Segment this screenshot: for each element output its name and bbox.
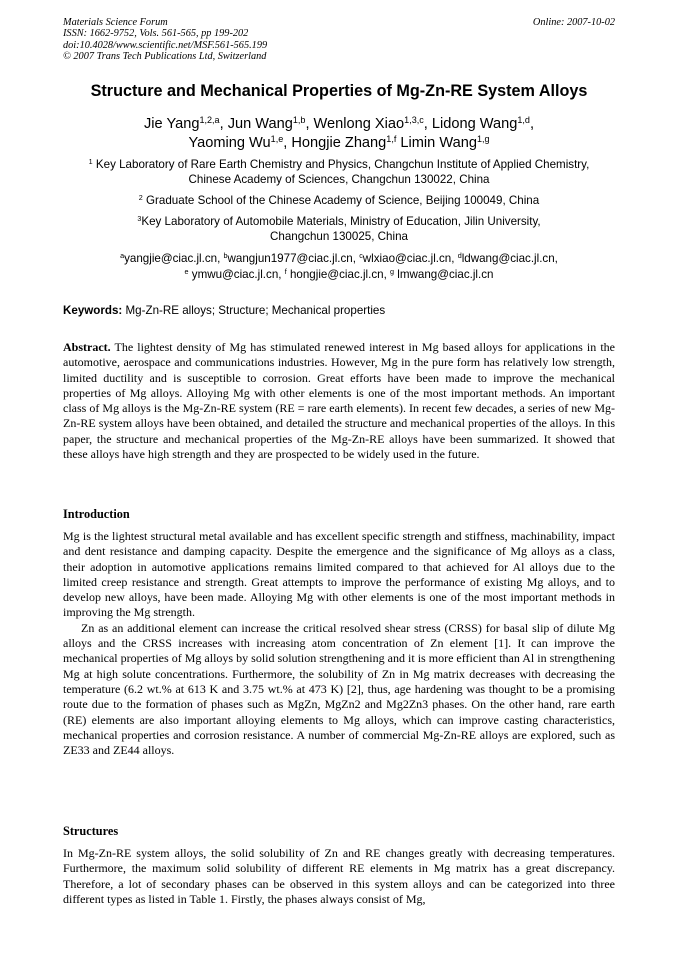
abstract-text: The lightest density of Mg has stimulated renewed interest in Mg based alloys for applications in the automotive, aerospace and communications industries. However, Mg in the pure form has relatively low strength, limited ductility and is susceptible to corrosion. Great efforts have been made to improve the mechanical properties of Mg alloys. Alloying Mg with other elements is one of the most important methods. An important class of Mg alloys is the Mg-Zn-RE system (RE = rare earth elements). In recent few decades, a series of new Mg-Zn-RE system alloys have been obtained, and detailed the structure and mechanical properties of the alloys. In this paper, the structure and mechanical properties of the Mg-Zn-RE alloys have been summarized. It showed that these alloys have high strength and they are prospected to be widely used in the future.	[63, 340, 615, 462]
email-sup: b	[223, 251, 228, 261]
online-date: Online: 2007-10-02	[532, 17, 615, 28]
affiliation-sup: 2	[138, 193, 143, 203]
author-sup: 1,g	[476, 134, 490, 145]
keywords-text: Mg-Zn-RE alloys; Structure; Mechanical properties	[125, 304, 386, 317]
email-link[interactable]: ldwang@ciac.jl.cn,	[461, 252, 558, 265]
author-name: Yaoming Wu	[188, 135, 271, 151]
email-sup: g	[390, 267, 395, 277]
affiliation-text: Key Laboratory of Rare Earth Chemistry and Physics, Changchun Institute of Applied Chemistry,	[95, 158, 590, 171]
email-link[interactable]: wlxiao@ciac.jl.cn,	[362, 252, 455, 265]
introduction-heading: Introduction	[63, 507, 130, 521]
keywords-label: Keywords:	[63, 304, 123, 317]
author-sup: 1,3,c	[404, 115, 424, 126]
affiliation-text: Graduate School of the Chinese Academy of Science, Beijing 100049, China	[146, 194, 540, 207]
email-link[interactable]: ymwu@ciac.jl.cn,	[191, 268, 282, 281]
issn-line: ISSN: 1662-9752, Vols. 561-565, pp 199-202	[63, 28, 249, 40]
affiliation-text: Chinese Academy of Sciences, Changchun 130022, China	[188, 173, 490, 187]
journal-name: Materials Science Forum	[63, 17, 168, 28]
email-link[interactable]: wangjun1977@ciac.jl.cn,	[227, 252, 356, 265]
author-name: Lidong Wang	[431, 116, 518, 132]
introduction-body	[63, 529, 615, 758]
doi-line: doi:10.4028/www.scientific.net/MSF.561-565.199	[63, 39, 268, 51]
affiliation-1	[40, 157, 638, 188]
author-sup: 1,e	[270, 134, 284, 145]
author-name: Limin Wang	[400, 135, 477, 151]
affiliation-3	[40, 214, 638, 245]
affiliation-sup: 3	[137, 214, 142, 224]
author-line-1: Jie Yang$^{1,2,a}$, Jun Wang$^{1,b}$, Wenlong Xiao$^{1,3,c}$, Lidong Wang$^{1,d}$,	[144, 115, 534, 132]
email-sup: a	[120, 251, 125, 261]
author-line-2: Yaoming Wu$^{1,e}$, Hongjie Zhang$^{1,f}$ Limin Wang$^{1,g}$	[188, 134, 490, 151]
structures-body	[63, 846, 615, 907]
email-sup: c	[359, 251, 363, 261]
author-sup: 1,d	[517, 115, 530, 126]
author-sup: 1,f	[386, 134, 397, 145]
abstract	[63, 340, 615, 462]
email-list	[40, 251, 638, 283]
author-sup: 1,b	[292, 115, 306, 126]
author-name: Wenlong Xiao	[313, 116, 405, 132]
paragraph: Zn as an additional element can increase the critical resolved shear stress (CRSS) for basal slip of dilute Mg alloys and the CRSS increases with increasing atom concentration of Zn element [1]. It can improve the mechanical properties of Mg alloys by solid solution strengthening and it is more efficient than Al in strengthening Mg at high solute concentrations. Furthermore, the solubility of Zn in Mg matrix decreases with decreasing the temperature (6.2 wt.% at 613 K and 3.75 wt.% at 473 K) [2], thus, age hardening was thought to be a promising route due to the formation of phases such as MgZn, MgZn2 and Mg2Zn3 phases. On the other hand, rare earth (RE) elements are also important alloying elements to Mg alloys, which can improve casting characteristics, mechanical properties and corrosion resistance. A number of commercial Mg-Zn-RE alloys are explored, such as ZE33 and ZE44 alloys.	[63, 620, 615, 758]
journal-header	[63, 17, 615, 62]
structures-heading: Structures	[63, 824, 119, 838]
email-sup: e	[184, 267, 189, 277]
abstract-label: Abstract.	[63, 340, 111, 354]
email-link[interactable]: hongjie@ciac.jl.cn,	[289, 268, 387, 281]
email-sup: d	[457, 251, 462, 261]
affiliation-text: Changchun 130025, China	[270, 230, 408, 244]
author-sup: 1,2,a	[199, 115, 220, 126]
copyright-line: © 2007 Trans Tech Publications Ltd, Switzerland	[63, 50, 267, 62]
author-name: Jie Yang	[144, 116, 200, 132]
author-name: Hongjie Zhang	[291, 135, 387, 151]
paper-title: Structure and Mechanical Properties of Mg-Zn-RE System Alloys	[90, 82, 588, 100]
paragraph: In Mg-Zn-RE system alloys, the solid solubility of Zn and RE changes greatly with decreasing temperatures. Furthermore, the maximum solid solubility of different RE elements in Mg matrix has a great discrepancy. Therefore, a lot of secondary phases can be observed in this system alloys and can be categorized into three different types as listed in Table 1. Firstly, the phases always consist of Mg,	[63, 846, 615, 906]
keywords	[63, 303, 615, 318]
email-link[interactable]: yangjie@ciac.jl.cn,	[124, 252, 221, 265]
paragraph: Mg is the lightest structural metal available and has excellent specific strength and stiffness, machinability, impact and dent resistance and damping capacity. Despite the emergence and the significance of Mg alloys as a class, their adoption in automotive applications remains limited compared to that achieved for Al alloys due to the limited creep resistance and strength. Great attempts to improve the performance of existing Mg alloys, and to develop new alloys, have been made. Alloying Mg with other elements is one of the most important methods in improving the Mg strength.	[63, 529, 615, 620]
email-link[interactable]: lmwang@ciac.jl.cn	[397, 268, 494, 281]
author-name: Jun Wang	[227, 116, 293, 132]
affiliation-2	[40, 193, 638, 208]
affiliation-sup: 1	[88, 157, 93, 167]
affiliation-text: Key Laboratory of Automobile Materials, Ministry of Education, Jilin University,	[141, 215, 541, 228]
email-sup: f	[284, 267, 287, 277]
author-list	[40, 115, 638, 153]
